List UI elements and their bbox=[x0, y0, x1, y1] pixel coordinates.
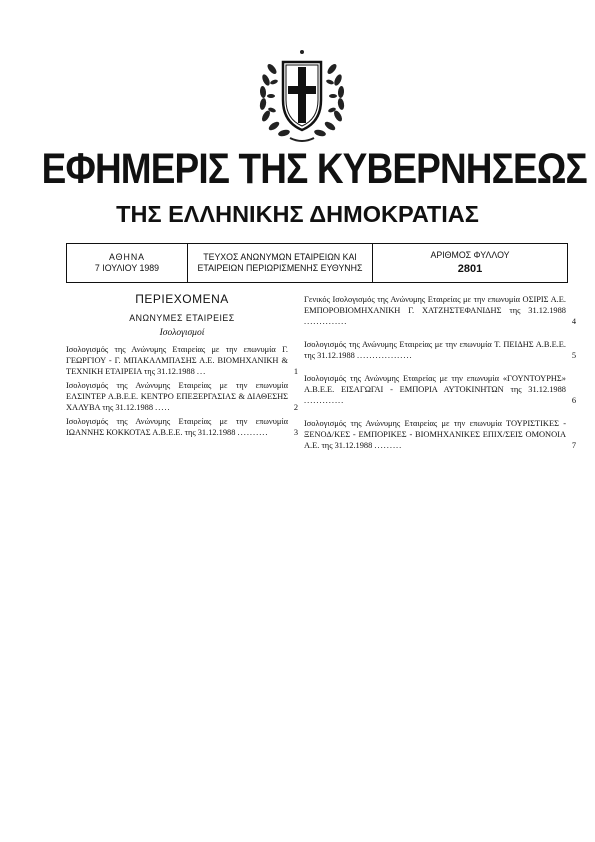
page-number: 5 bbox=[571, 351, 576, 360]
place-date-cell bbox=[67, 244, 187, 282]
leader-dots: ... bbox=[196, 367, 207, 376]
page-number: 3 bbox=[293, 428, 298, 437]
entry-text: Ισολογισμός της Ανώνυμης Εταιρείας με την επωνυμία Τ. ΠΕΙΔΗΣ Α.Β.Ε.Ε. της 31.12.1988 bbox=[304, 340, 566, 360]
list-item bbox=[66, 344, 298, 377]
page-number: 6 bbox=[571, 396, 576, 405]
list-item bbox=[304, 294, 576, 327]
list-item bbox=[66, 380, 298, 413]
leader-dots: .......... bbox=[237, 428, 269, 437]
contents-right-column bbox=[304, 294, 576, 463]
leader-dots: ............. bbox=[304, 396, 345, 405]
contents-title: ΠΕΡΙΕΧΟΜΕΝΑ bbox=[135, 292, 229, 306]
city: ΑΘΗΝΑ bbox=[108, 251, 146, 262]
leader-dots: .............. bbox=[304, 317, 348, 326]
entry-text: Ισολογισμός της Ανώνυμης Εταιρείας με την επωνυμία «ΓΟΥΝΤΟΥΡΗΣ» Α.Β.Ε.Ε. ΕΙΣΑΓΩΓΑΙ - ΕΜΠΟΡΙΑ ΑΥΤΟΚΙΝΗΤΩΝ της 31.12.1988 bbox=[304, 374, 566, 394]
entry-text: Ισολογισμός της Ανώνυμης Εταιρείας με την επωνυμία Γ. ΓΕΩΡΓΙΟΥ - Γ. ΜΠΑΚΑΛΜΠΑΣΗΣ Α.Ε. ΒΙΟΜΗΧΑΝΙΚΗ & ΤΕΧΝΙΚΗ ΕΤΑΙΡΕΙΑ της 31.12.1988 bbox=[66, 345, 288, 376]
page-number: 1 bbox=[293, 367, 298, 376]
leader-dots: ......... bbox=[374, 441, 403, 450]
list-item bbox=[304, 418, 576, 451]
leader-dots: ..... bbox=[155, 403, 171, 412]
gazette-title: ΕΦΗΜΕΡΙΣ ΤΗΣ ΚΥΒΕΡΝΗΣΕΩΣ bbox=[41, 145, 587, 193]
sheet-number: 2801 bbox=[457, 262, 483, 275]
leader-dots: .................. bbox=[356, 351, 413, 360]
issue-type-line2: ΕΤΑΙΡΕΙΩΝ ΠΕΡΙΩΡΙΣΜΕΝΗΣ ΕΥΘΥΝΗΣ bbox=[197, 263, 363, 273]
entry-text: Γενικός Ισολογισμός της Ανώνυμης Εταιρείας με την επωνυμία ΟΣΙΡΙΣ Α.Ε. ΕΜΠΟΡΟΒΙΟΜΗΧΑΝΙΚΗ Γ. ΧΑΤΖΗΣΤΕΦΑΝΙΔΗΣ της 31.12.1988 bbox=[304, 295, 566, 315]
list-item bbox=[304, 373, 576, 406]
page-number: 2 bbox=[293, 403, 298, 412]
coat-of-arms-emblem bbox=[252, 38, 352, 148]
issue-date: 7 ΙΟΥΛΙΟΥ 1989 bbox=[94, 263, 160, 273]
page-number: 7 bbox=[571, 441, 576, 450]
entry-text: Ισολογισμός της Ανώνυμης Εταιρείας με την επωνυμία ΙΩΑΝΝΗΣ ΚΟΚΚΟΤΑΣ Α.Β.Ε.Ε. της 31.12.1988 bbox=[66, 417, 288, 437]
gazette-subtitle: ΤΗΣ ΕΛΛΗΝΙΚΗΣ ΔΗΜΟΚΡΑΤΙΑΣ bbox=[116, 201, 479, 227]
list-item bbox=[304, 339, 576, 361]
section-title: ΑΝΩΝΥΜΕΣ ΕΤΑΙΡΕΙΕΣ bbox=[129, 313, 235, 323]
issue-info-box bbox=[66, 243, 568, 283]
page-number: 4 bbox=[571, 317, 576, 326]
entry-text: Ισολογισμός της Ανώνυμης Εταιρείας με την επωνυμία ΤΟΥΡΙΣΤΙΚΕΣ - ΞΕΝΟΔ/ΚΕΣ - ΕΜΠΟΡΙΚΕΣ - ΒΙΟΜΗΧΑΝΙΚΕΣ ΕΠΙΧ/ΣΕΙΣ ΟΜΟΝΟΙΑ Α.Ε. της 31.12.1988 bbox=[304, 419, 566, 450]
contents-left-column bbox=[66, 294, 298, 441]
list-item bbox=[66, 416, 298, 438]
subsection-title: Ισολογισμοί bbox=[159, 328, 205, 338]
entry-text: Ισολογισμός της Ανώνυμης Εταιρείας με την επωνυμία ΕΛΣΙΝΤΕΡ Α.Β.Ε.Ε. ΚΕΝΤΡΟ ΕΠΕΞΕΡΓΑΣΙΑΣ & ΔΙΑΘΕΣΗΣ ΧΑΛΥΒΑ της 31.12.1988 bbox=[66, 381, 288, 412]
sheet-number-cell bbox=[373, 244, 567, 282]
issue-type-cell bbox=[187, 244, 373, 282]
sheet-label: ΑΡΙΘΜΟΣ ΦΥΛΛΟΥ bbox=[430, 250, 510, 261]
issue-type-line1: ΤΕΥΧΟΣ ΑΝΩΝΥΜΩΝ ΕΤΑΙΡΕΙΩΝ ΚΑΙ bbox=[203, 251, 357, 262]
